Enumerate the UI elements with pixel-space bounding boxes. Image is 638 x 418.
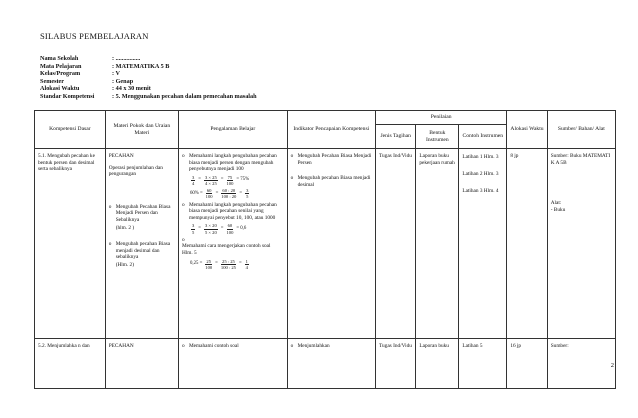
bullet-icon: o xyxy=(181,343,185,349)
equation: $\frac{3}{5}$ = $\frac{3 \times 20}{5 \times 20}$ = $\frac{60}{100}$ = 0,6 xyxy=(191,223,247,235)
sumber-cell: Sumber: xyxy=(547,339,615,389)
page-title: SILABUS PEMBELAJARAN xyxy=(40,31,149,41)
meta-value: : MATEMATIKA 5 B xyxy=(112,62,170,70)
pengalaman-cell xyxy=(178,149,287,339)
list-item-text: Menjumlahkan xyxy=(297,343,330,349)
meta-value: : 44 x 30 menit xyxy=(112,85,151,93)
list-item xyxy=(182,343,284,350)
list-item-text: Mengubah pecahan Biasa menjadi desimal dan sebaliknya xyxy=(115,241,171,261)
indikator-cell xyxy=(287,339,375,389)
list-item-text: Memahami contoh soal xyxy=(188,343,239,349)
list-item xyxy=(109,225,175,232)
header-alokasi: Alokasi Waktu xyxy=(507,111,547,149)
contoh-cell: Latihan 5 xyxy=(459,339,507,389)
header-indikator: Indikator Pencapaian Kompetensi xyxy=(287,111,375,149)
list-item-text: Mengubah Pecahan Biasa Menjadi Persen dan Sebaliknya xyxy=(115,203,171,223)
bentuk-cell: Laporan buku xyxy=(416,339,459,389)
materi-cell: PECAHAN xyxy=(105,339,178,389)
list-item-text: Mengubah pecahan Biasa menjadi desimal xyxy=(297,175,371,188)
meta-row xyxy=(40,85,257,93)
meta-key: Kelas/Program xyxy=(40,70,81,78)
alat-item: - Buku xyxy=(550,206,566,213)
meta-row xyxy=(40,63,257,71)
meta-key: Standar Kompetensi xyxy=(40,92,95,100)
pengalaman-cell xyxy=(178,339,287,389)
list-item xyxy=(291,153,372,166)
materi-cell xyxy=(105,149,178,339)
list-item xyxy=(182,202,284,222)
meta-key: Mata Pelajaran xyxy=(40,62,82,70)
list-item xyxy=(291,343,372,350)
header-pengalaman: Pengalaman Belajar xyxy=(178,111,287,149)
list-item xyxy=(109,262,175,269)
contoh-item: Latihan 2 Hlm. 3 xyxy=(462,171,499,177)
meta-value: : V xyxy=(112,70,120,78)
materi-desc: Operasi penjumlahan dan pengurangan xyxy=(108,164,163,178)
equation: 60% = $\frac{60}{100}$ = $\frac{60 : 20}{100 : 20}$ = $\frac{3}{5}$ xyxy=(189,188,249,200)
meta-value: : Genap xyxy=(112,77,134,85)
meta-value: : 5. Menggunakan pecahan dalam pemecahan masalah xyxy=(112,92,257,100)
indikator-cell xyxy=(287,149,375,339)
bullet-icon: o xyxy=(290,175,294,182)
header-sumber: Sumber/ Bahan/ Alat xyxy=(547,111,615,149)
contoh-cell xyxy=(459,149,507,339)
header-bentuk: Bentuk Instrumen xyxy=(416,125,459,149)
bullet-icon: o xyxy=(181,236,185,243)
header-kompetensi: Kompetensi Dasar xyxy=(35,111,106,149)
list-item xyxy=(109,204,175,224)
meta-value: : ................ xyxy=(112,55,141,62)
bullet-icon: o xyxy=(290,153,294,159)
meta-row xyxy=(40,70,257,78)
equation: $\frac{3}{4}$ = $\frac{3 \times 25}{4 \times 25}$ = $\frac{75}{100}$ = 75% xyxy=(191,174,250,186)
table-row xyxy=(35,339,616,389)
meta-block xyxy=(40,55,257,101)
jenis-cell: Tugas Ind/Vidu xyxy=(375,149,415,339)
bentuk-cell: Laporan buku pekerjaan rumah xyxy=(416,149,459,339)
header-penilaian: Penilaian xyxy=(375,111,506,125)
meta-row xyxy=(40,55,257,63)
list-item-text: Memahami langkah pengubahan pecahan biasa menjadi persen dengan mengubah penyebutnya menjadi 100 xyxy=(188,153,277,173)
meta-row xyxy=(40,93,257,101)
syllabus-table xyxy=(34,110,616,389)
list-item-text: (hlm. 2 ) xyxy=(115,224,135,231)
sumber-text: Sumber: Buku MATEMATIK A 5B xyxy=(550,153,611,166)
materi-title: PECAHAN xyxy=(108,153,134,159)
list-item-text: (Hlm. 2) xyxy=(115,261,134,268)
sumber-cell xyxy=(547,149,615,339)
meta-key: Semester xyxy=(40,77,65,85)
contoh-item: Latihan 1 Hlm. 3 xyxy=(462,154,499,160)
list-item-text: Memahami cara mengerjakan contoh soal Hlm. 5 xyxy=(181,243,271,256)
header-contoh: Contoh Instrumen xyxy=(459,125,507,149)
meta-key: Nama Sekolah xyxy=(40,55,79,62)
meta-row xyxy=(40,78,257,86)
list-item-text: Memahami langkah pengubahan pecahan biasa menjadi pecahan senilai yang mempunyai penyebut 10, 100, atau 1000 xyxy=(188,201,277,221)
bullet-icon: o xyxy=(108,203,112,210)
header-materi: Materi Pokok dan Uraian Materi xyxy=(105,111,178,149)
jenis-cell: Tugas Ind/Vidu xyxy=(375,339,415,389)
bullet-icon: o xyxy=(181,153,185,159)
list-item xyxy=(291,175,372,188)
bullet-icon: o xyxy=(290,343,294,349)
list-item-text: Mengubah Pecahan Biasa Menjadi Persen xyxy=(297,153,372,166)
kd-cell: 5.1. Mengubah pecahan ke bentuk persen dan desimal serta sebaliknya xyxy=(35,149,106,339)
page-number: 2 xyxy=(610,362,614,369)
list-item xyxy=(109,241,175,261)
alat-label: Alat: xyxy=(550,200,562,207)
contoh-item: Latihan 3 Hlm. 4 xyxy=(462,188,499,194)
equation: 0,25 = $\frac{25}{100}$ = $\frac{25 : 25}{100 : 25}$ = $\frac{1}{4}$ xyxy=(189,258,248,270)
bullet-icon: o xyxy=(108,241,112,248)
meta-key: Alokasi Waktu xyxy=(40,85,80,93)
alokasi-cell: 16 jp xyxy=(507,339,547,389)
table-row xyxy=(35,149,616,339)
header-jenis: Jenis Tagihan xyxy=(375,125,415,149)
kd-cell: 5.2. Menjumlahka n dan xyxy=(35,339,106,389)
alokasi-cell: 8 jp xyxy=(507,149,547,339)
list-item xyxy=(182,153,284,173)
bullet-icon: o xyxy=(181,201,185,208)
